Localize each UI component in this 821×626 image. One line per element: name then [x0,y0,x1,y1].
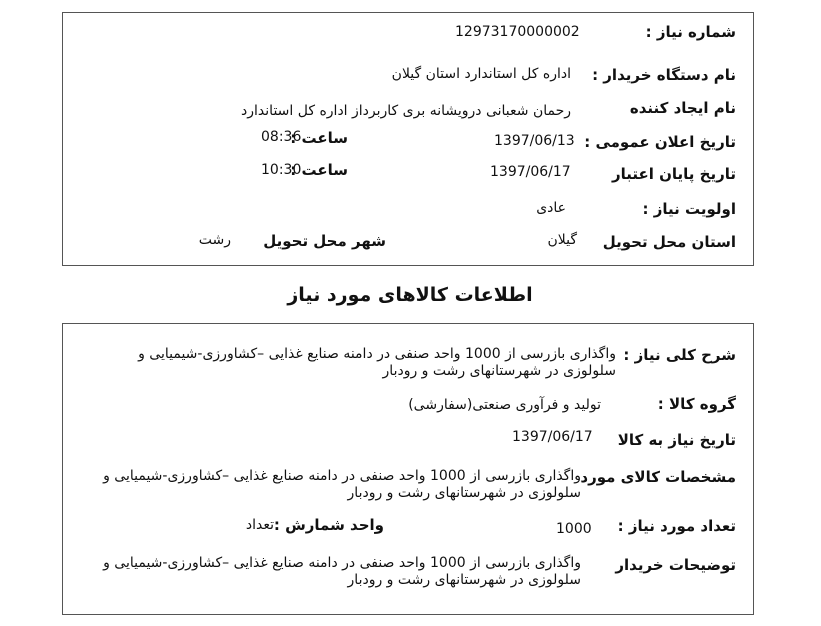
expire-date-value: 1397/06/17 [490,164,571,180]
province-value: گیلان [547,232,577,248]
creator-value: رحمان شعبانی درویشانه برى کاربرداز اداره کل استاندارد [241,103,571,119]
announce-time-value: 08:36 [261,129,302,145]
buyer-notes-value: واگذاری بازرسی از 1000 واحد صنفی در دامنه صنایع غذایی –کشاورزی-شیمیایی و سلولوزی در شهرستانهای رشت و رودبار [103,555,581,588]
buyer-label: نام دستگاه خریدار : [592,66,736,84]
creator-label: نام ایجاد کننده [629,99,736,117]
need-by-value: 1397/06/17 [512,429,593,445]
specs-value: واگذاری بازرسی از 1000 واحد صنفی در دامنه صنایع غذایی –کشاورزی-شیمیایی و سلولوزی در شهرستانهای رشت و رودبار [103,468,581,501]
quantity-value: 1000 [556,521,592,537]
group-value: تولید و فرآوری صنعتی(سفارشی) [408,397,601,413]
need-by-label: تاریخ نیاز به کالا [617,431,736,449]
priority-value: عادی [536,200,566,216]
goods-section-title: اطلاعات کالاهای مورد نیاز [287,284,533,306]
city-value: رشت [198,232,231,248]
need-number-label: شماره نیاز : [645,23,736,41]
unit-label: واحد شمارش : [273,516,384,534]
province-label: استان محل تحویل [602,233,736,251]
city-label: شهر محل تحویل [263,232,386,250]
description-value: واگذاری بازرسی از 1000 واحد صنفی در دامنه صنایع غذایی –کشاورزی-شیمیایی و سلولوزی در شهرستانهای رشت و رودبار [138,346,616,379]
announce-date-value: 1397/06/13 [494,133,575,149]
need-number-value: 12973170000002 [455,24,580,40]
announce-date-label: تاریخ اعلان عمومی : [584,133,736,151]
specs-label: مشخصات کالای مورد [580,468,736,486]
group-label: گروه کالا : [657,395,736,413]
quantity-label: تعداد مورد نیاز : [617,517,736,535]
description-label: شرح کلی نیاز : [623,346,736,364]
expire-time-label: ساعت : [290,161,348,179]
expire-time-value: 10:30 [261,162,302,178]
buyer-value: اداره کل استاندارد استان گیلان [391,66,571,82]
buyer-notes-label: توضیحات خریدار [615,556,736,574]
unit-value: تعداد [245,517,274,533]
announce-time-label: ساعت : [290,129,348,147]
priority-label: اولویت نیاز : [642,200,736,218]
expire-date-label: تاریخ پایان اعتبار [611,165,736,183]
